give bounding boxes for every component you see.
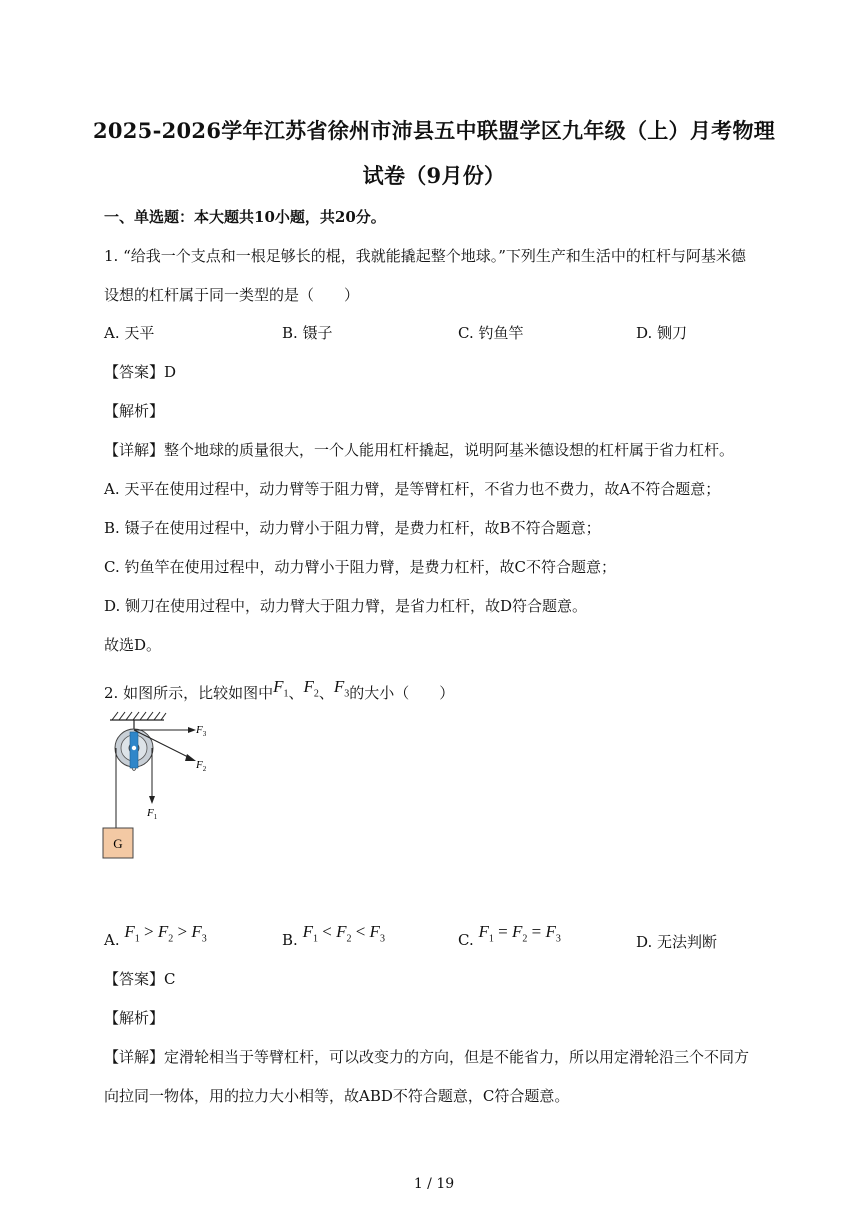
f1-label: $F_1$ bbox=[147, 807, 158, 821]
q2-stem-f1: $F_1$ bbox=[273, 677, 289, 700]
q2-stem-f2: $F_2$ bbox=[303, 677, 319, 700]
q1-detail: 【详解】整个地球的质量很大，一个人能用杠杆撬起，说明阿基米德设想的杠杆属于省力杠杆。 bbox=[104, 441, 735, 459]
ceiling-hatch bbox=[112, 712, 166, 720]
q2-stem-sep: 、 bbox=[318, 684, 334, 702]
q1-answer: 【答案】D bbox=[104, 363, 177, 381]
q2-answer: 【答案】C bbox=[104, 970, 176, 988]
document-title-line1: 2025-2026学年江苏省徐州市沛县五中联盟学区九年级（上）月考物理 bbox=[92, 118, 776, 143]
q2-stem-suffix: 的大小（ ） bbox=[349, 684, 455, 702]
weight-label: G bbox=[113, 836, 123, 851]
q2-detail-line2: 向拉同一物体，用的拉力大小相等，故ABD不符合题意，C符合题意。 bbox=[104, 1087, 570, 1105]
q2-option-a: A. $F_1 > F_2 > F_3$ bbox=[104, 922, 207, 949]
document-title-line2: 试卷（9月份） bbox=[362, 163, 506, 188]
q1-option-c: C. 钓鱼竿 bbox=[458, 324, 524, 342]
q2-option-d: D. 无法判断 bbox=[636, 933, 718, 951]
q2-option-c: C. $F_1 = F_2 = F_3$ bbox=[458, 922, 561, 949]
pulley-figure bbox=[100, 708, 220, 863]
q2-option-b: B. $F_1 < F_2 < F_3$ bbox=[282, 922, 385, 949]
q1-conclusion: 故选D。 bbox=[104, 636, 162, 654]
section-heading: 一、单选题：本大题共10小题，共20分。 bbox=[104, 208, 386, 226]
q1-option-d: D. 铡刀 bbox=[636, 324, 688, 342]
q2-analysis-label: 【解析】 bbox=[104, 1009, 165, 1027]
f2-label: $F_2$ bbox=[196, 759, 207, 773]
q2-stem bbox=[104, 677, 455, 705]
q1-item-a: A. 天平在使用过程中，动力臂等于阻力臂，是等臂杠杆，不省力也不费力，故A不符合题意； bbox=[104, 480, 721, 498]
q1-item-d: D. 铡刀在使用过程中，动力臂大于阻力臂，是省力杠杆，故D符合题意。 bbox=[104, 597, 588, 615]
q2-detail-line1: 【详解】定滑轮相当于等臂杠杆，可以改变力的方向，但是不能省力，所以用定滑轮沿三个不同方 bbox=[104, 1048, 750, 1066]
q1-option-a: A. 天平 bbox=[104, 324, 155, 342]
q2-stem-prefix: 2. 如图所示，比较如图中 bbox=[104, 684, 274, 702]
q2-stem-sep: 、 bbox=[288, 684, 304, 702]
q1-option-b: B. 镊子 bbox=[282, 324, 333, 342]
q1-stem-line1: 1. “给我一个支点和一根足够长的棍，我就能撬起整个地球。”下列生产和生活中的杠杆与阿基米德 bbox=[104, 247, 746, 265]
q1-stem-line2: 设想的杠杆属于同一类型的是（ ） bbox=[104, 286, 360, 304]
page-number: 1 / 19 bbox=[413, 1176, 455, 1192]
q1-item-c: C. 钓鱼竿在使用过程中，动力臂小于阻力臂，是费力杠杆，故C不符合题意； bbox=[104, 558, 616, 576]
q1-analysis-label: 【解析】 bbox=[104, 402, 165, 420]
q1-item-b: B. 镊子在使用过程中，动力臂小于阻力臂，是费力杠杆，故B不符合题意； bbox=[104, 519, 601, 537]
f3-label: $F_3$ bbox=[196, 724, 207, 738]
q2-stem-f3: $F_3$ bbox=[333, 677, 350, 700]
